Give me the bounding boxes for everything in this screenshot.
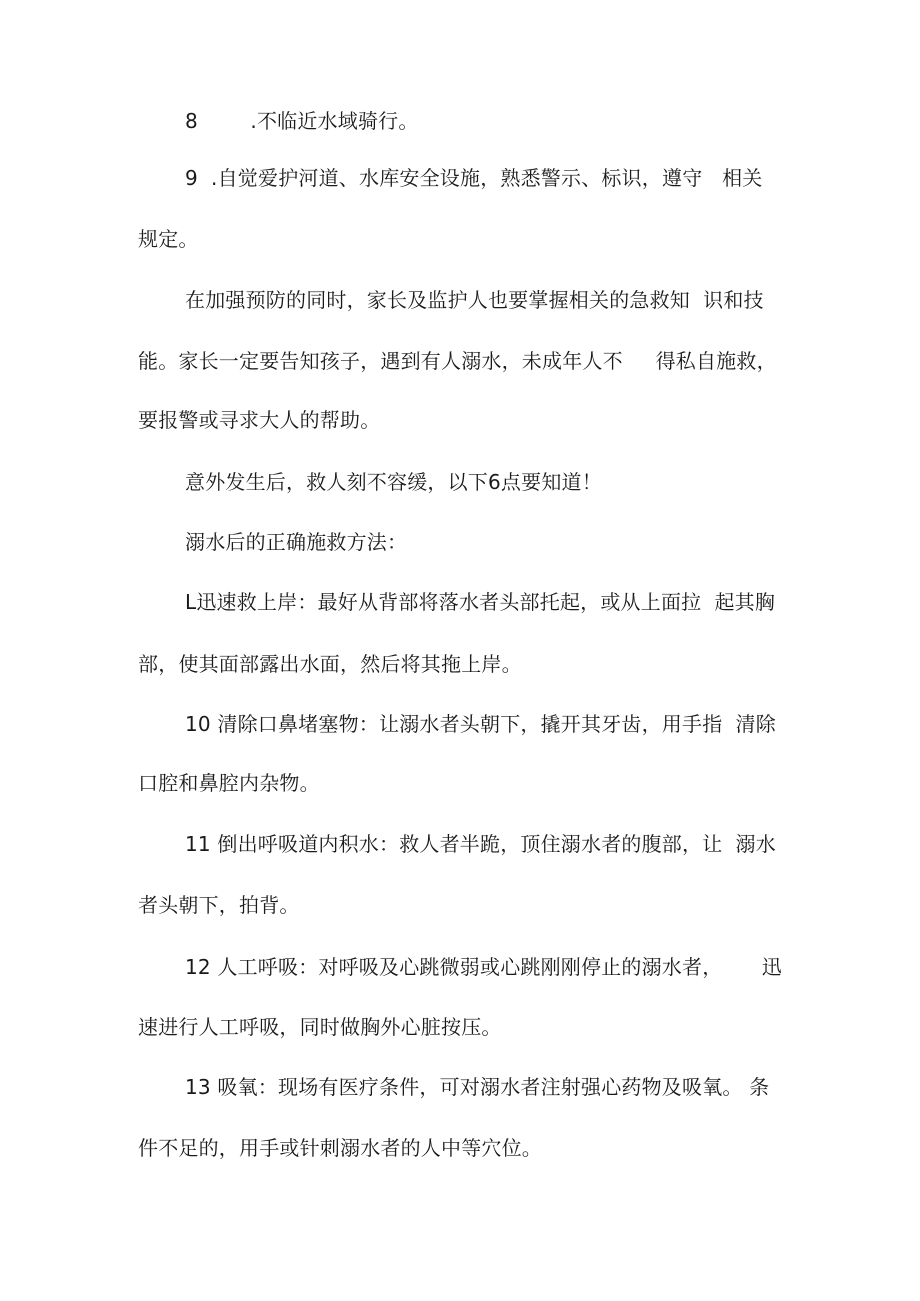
step-13-line-1: 13 吸氧：现场有医疗条件，可对溺水者注射强心药物及吸氧。 条: [185, 1075, 770, 1099]
step-10-line-1: 10 清除口鼻堵塞物：让溺水者头朝下，撬开其牙齿，用手指 清除: [185, 712, 776, 736]
item-9-line-2: 规定。: [138, 227, 199, 251]
paragraph-prevention-line-2: 能。家长一定要告知孩子，遇到有人溺水，未成年人不 得私自施救，: [138, 349, 777, 373]
step-13-line-2: 件不足的，用手或针刺溺水者的人中等穴位。: [138, 1136, 542, 1160]
step-1-line-2: 部，使其面部露出水面，然后将其拖上岸。: [138, 652, 522, 676]
rescue-methods-heading: 溺水后的正确施救方法：: [185, 530, 408, 554]
item-9-line-1: 9 .自觉爱护河道、水库安全设施，熟悉警示、标识，遵守 相关: [185, 166, 763, 190]
item-8-line: 8 .不临近水域骑行。: [185, 109, 419, 133]
step-12-line-1: 12 人工呼吸：对呼吸及心跳微弱或心跳刚刚停止的溺水者， 迅: [185, 955, 782, 979]
step-11-line-1: 11 倒出呼吸道内积水：救人者半跪，顶住溺水者的腹部，让 溺水: [185, 832, 776, 856]
paragraph-prevention-line-1: 在加强预防的同时，家长及监护人也要掌握相关的急救知 识和技: [185, 288, 764, 312]
paragraph-six-points: 意外发生后，救人刻不容缓，以下6点要知道！: [185, 470, 602, 494]
step-1-line-1: L迅速救上岸：最好从背部将落水者头部托起，或从上面拉 起其胸: [185, 590, 776, 614]
step-11-line-2: 者头朝下，拍背。: [138, 893, 300, 917]
step-10-line-2: 口腔和鼻腔内杂物。: [138, 771, 320, 795]
paragraph-prevention-line-3: 要报警或寻求大人的帮助。: [138, 408, 381, 432]
step-12-line-2: 速进行人工呼吸，同时做胸外心脏按压。: [138, 1015, 502, 1039]
